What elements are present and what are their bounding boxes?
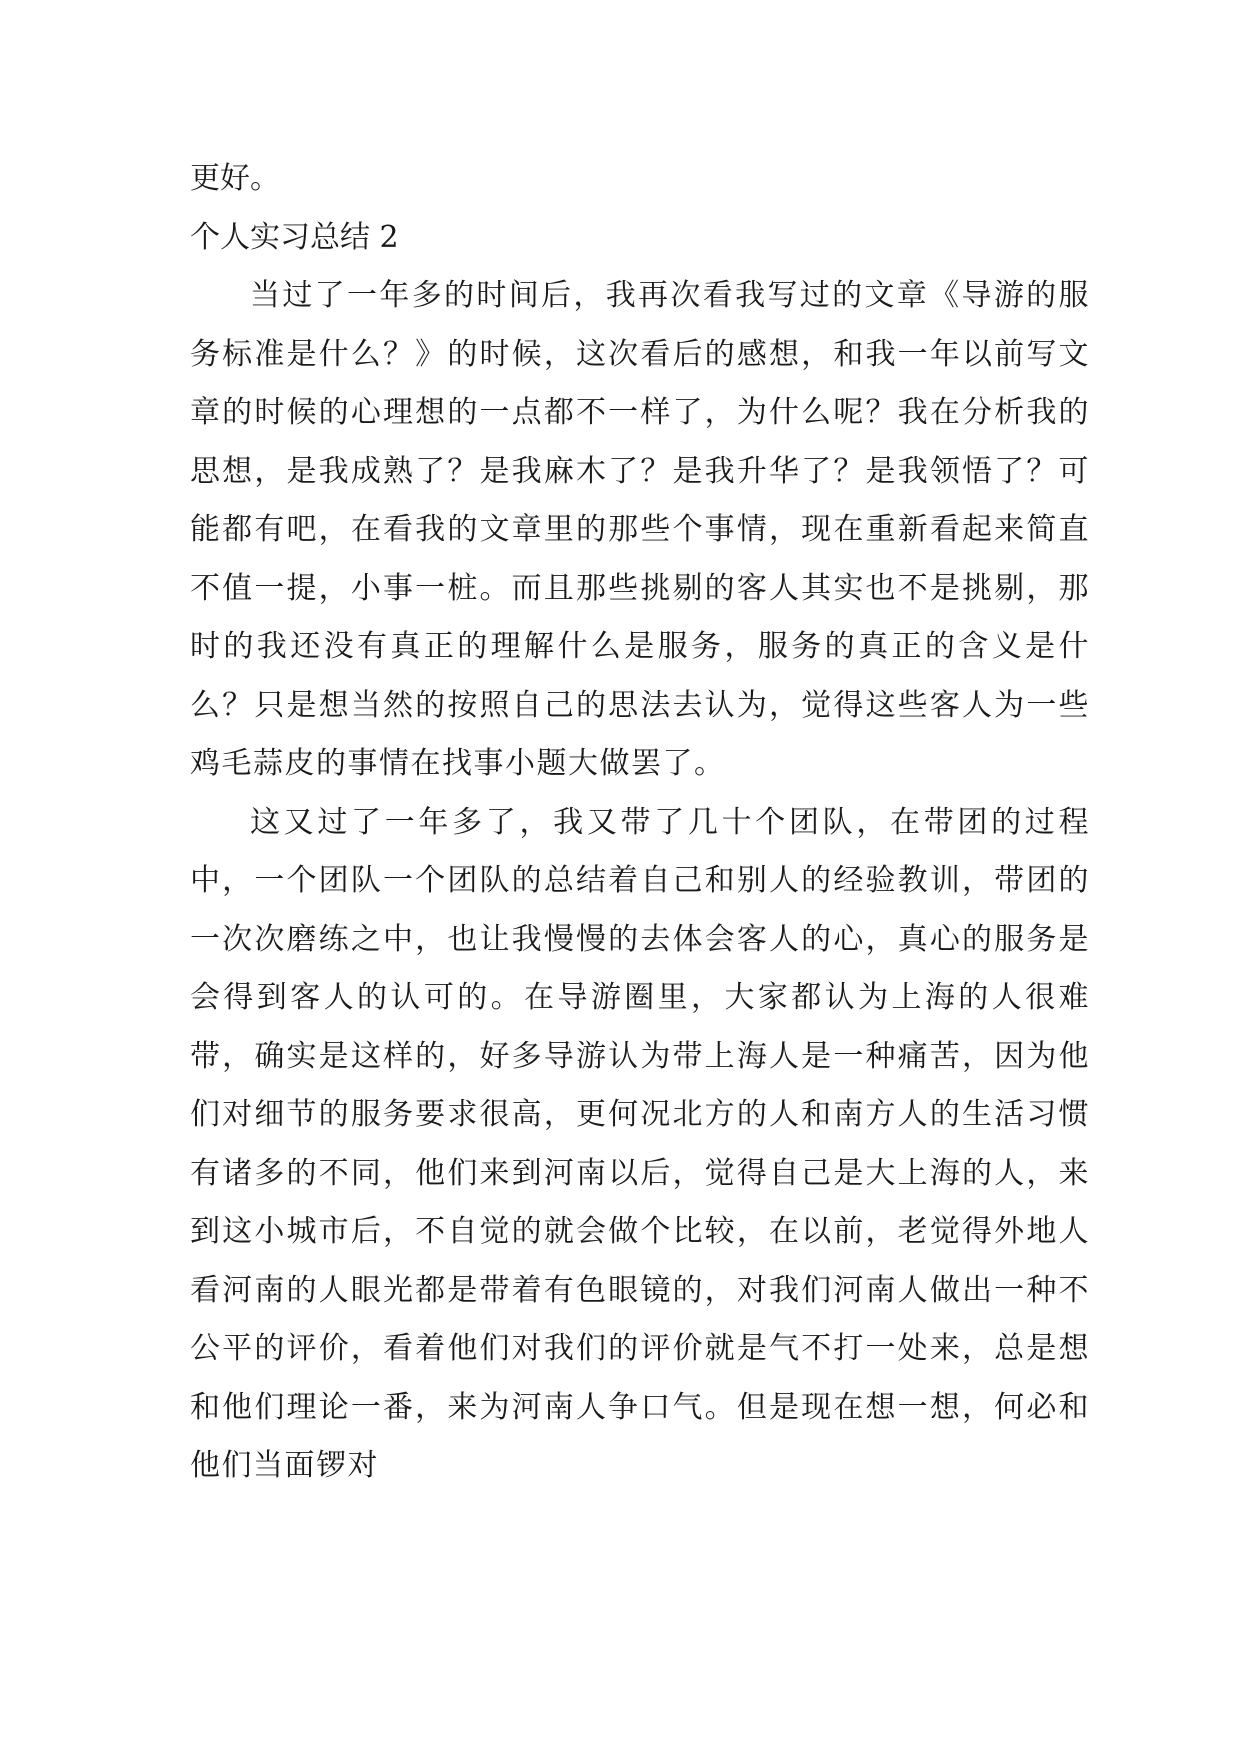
lead-line: 更好。 [190, 161, 280, 196]
body-paragraph: 这又过了一年多了，我又带了几十个团队，在带团的过程中，一个团队一个团队的总结着自己和别人的经验教训，带团的一次次磨练之中，也让我慢慢的去体会客人的心，真心的服务是会得到客人的认可的。在导游圈里，大家都认为上海的人很难带，确实是这样的，好多导游认为带上海人是一种痛苦，因为他们对细节的服务要求很高，更何况北方的人和南方人的生活习惯有诸多的不同，他们来到河南以后，觉得自己是大上海的人，来到这小城市后，不自觉的就会做个比较，在以前，老觉得外地人看河南的人眼光都是带着有色眼镜的，对我们河南人做出一种不公平的评价，看着他们对我们的评价就是气不打一处来，总是想和他们理论一番，来为河南人争口气。但是现在想一想，何必和他们当面锣对 [190, 804, 1090, 1483]
document-page [190, 150, 1090, 1496]
body-paragraph: 当过了一年多的时间后，我再次看我写过的文章《导游的服务标准是什么？》的时候，这次看后的感想，和我一年以前写文章的时候的心理想的一点都不一样了，为什么呢？我在分析我的思想，是我成熟了？是我麻木了？是我升华了？是我领悟了？可能都有吧，在看我的文章里的那些个事情，现在重新看起来简直不值一提，小事一桩。而且那些挑剔的客人其实也不是挑剔，那时的我还没有真正的理解什么是服务，服务的真正的含义是什么？只是想当然的按照自己的思法去认为，觉得这些客人为一些鸡毛蒜皮的事情在找事小题大做罢了。 [190, 278, 1090, 781]
section-heading: 个人实习总结 2 [190, 219, 399, 255]
